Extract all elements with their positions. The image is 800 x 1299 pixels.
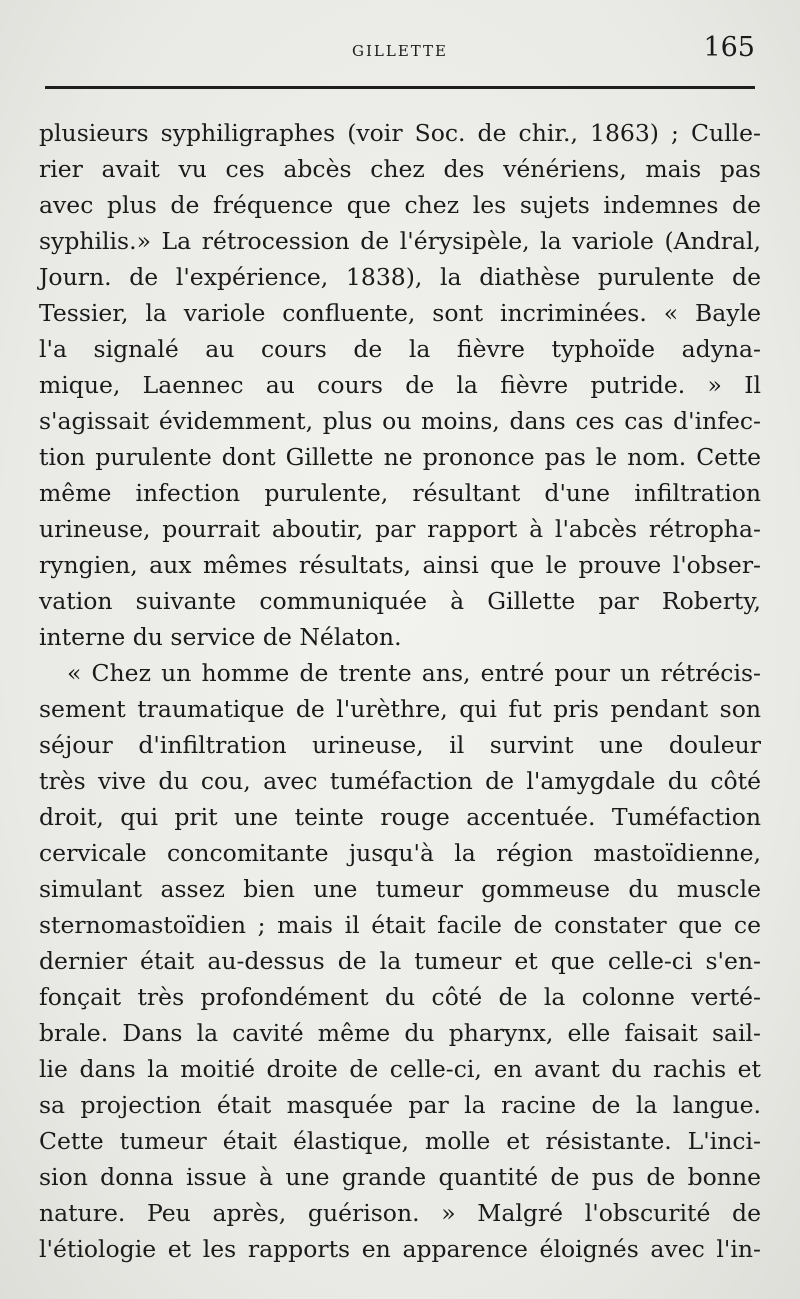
- text-line: sion donna issue à une grande quantité de pus de bonne: [39, 1163, 761, 1191]
- text-line: l'a signalé au cours de la fièvre typhoïde adyna-: [39, 335, 761, 363]
- text-line: même infection purulente, résultant d'une infiltration: [39, 479, 761, 507]
- text-line: dernier était au-dessus de la tumeur et que celle-ci s'en-: [39, 947, 761, 975]
- text-line: vation suivante communiquée à Gillette par Roberty,: [39, 587, 761, 615]
- running-head: [45, 30, 755, 70]
- text-line: sternomastoïdien ; mais il était facile de constater que ce: [39, 911, 761, 939]
- text-line: tion purulente dont Gillette ne prononce pas le nom. Cette: [39, 443, 761, 471]
- text-line: Journ. de l'expérience, 1838), la diathèse purulente de: [39, 263, 761, 291]
- text-line: simulant assez bien une tumeur gommeuse du muscle: [39, 875, 761, 903]
- text-line: cervicale concomitante jusqu'à la région mastoïdienne,: [39, 839, 761, 867]
- text-line: très vive du cou, avec tuméfaction de l'amygdale du côté: [39, 767, 761, 795]
- text-line: brale. Dans la cavité même du pharynx, elle faisait sail-: [39, 1019, 761, 1047]
- body-text: [39, 115, 761, 1267]
- text-line: rier avait vu ces abcès chez des vénériens, mais pas: [39, 155, 761, 183]
- text-line: sa projection était masquée par la racine de la langue.: [39, 1091, 761, 1119]
- text-line: Cette tumeur était élastique, molle et résistante. L'inci-: [39, 1127, 761, 1155]
- text-line: urineuse, pourrait aboutir, par rapport à l'abcès rétropha-: [39, 515, 761, 543]
- text-line: fonçait très profondément du côté de la colonne verté-: [39, 983, 761, 1011]
- text-line: sement traumatique de l'urèthre, qui fut pris pendant son: [39, 695, 761, 723]
- text-line: droit, qui prit une teinte rouge accentuée. Tuméfaction: [39, 803, 761, 831]
- text-line: ryngien, aux mêmes résultats, ainsi que le prouve l'obser-: [39, 551, 761, 579]
- header-rule: [45, 86, 755, 89]
- text-line: interne du service de Nélaton.: [39, 623, 402, 651]
- text-line: l'étiologie et les rapports en apparence éloignés avec l'in-: [39, 1235, 761, 1263]
- running-head-title: GILLETTE: [351, 42, 449, 60]
- text-line: Tessier, la variole confluente, sont incriminées. « Bayle: [39, 299, 761, 327]
- text-line: séjour d'infiltration urineuse, il survint une douleur: [39, 731, 761, 759]
- text-line: syphilis.» La rétrocession de l'érysipèle, la variole (Andral,: [39, 227, 761, 255]
- text-line: plusieurs syphiligraphes (voir Soc. de chir., 1863) ; Culle-: [39, 119, 761, 147]
- text-line: « Chez un homme de trente ans, entré pour un rétrécis-: [67, 659, 761, 687]
- text-line: mique, Laennec au cours de la fièvre putride. » Il: [39, 371, 761, 399]
- text-line: nature. Peu après, guérison. » Malgré l'obscurité de: [39, 1199, 761, 1227]
- text-line: avec plus de fréquence que chez les sujets indemnes de: [39, 191, 761, 219]
- page-number: 165: [703, 32, 755, 63]
- text-line: s'agissait évidemment, plus ou moins, dans ces cas d'infec-: [39, 407, 761, 435]
- text-line: lie dans la moitié droite de celle-ci, en avant du rachis et: [39, 1055, 761, 1083]
